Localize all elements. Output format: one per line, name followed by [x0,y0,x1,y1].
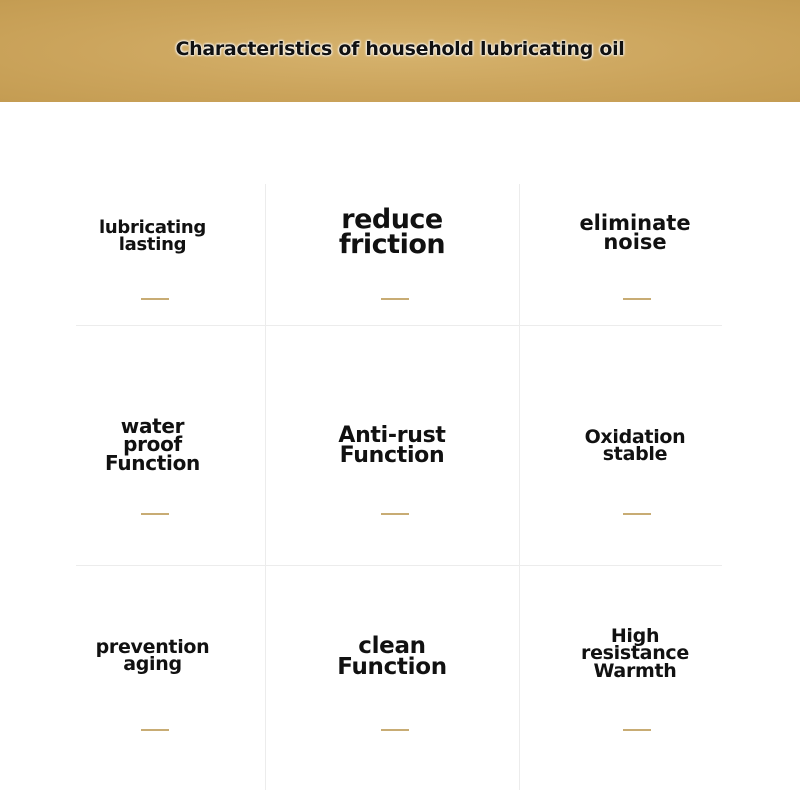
feature-label: clean Function [337,633,447,681]
accent-underline [623,298,651,300]
feature-label: reduce friction [338,204,446,260]
feature-cell-reduce-friction [265,184,519,325]
accent-underline [623,729,651,731]
feature-cell-high-resistance-warmth [519,565,751,790]
feature-label: lubricating lasting [99,217,206,255]
feature-label: High resistance Warmth [581,625,689,682]
page-title: Characteristics of household lubricating oil [175,38,625,60]
accent-underline [141,298,169,300]
accent-underline [623,513,651,515]
feature-label: eliminate noise [579,211,691,255]
feature-cell-prevention-aging [40,565,265,790]
feature-label: Anti-rust Function [338,423,446,469]
accent-underline [381,513,409,515]
accent-underline [141,729,169,731]
feature-cell-water-proof [40,325,265,565]
feature-cell-clean-function [265,565,519,790]
feature-cell-eliminate-noise [519,184,751,325]
header-banner [0,0,800,102]
feature-label: prevention aging [95,636,210,676]
feature-cell-anti-rust [265,325,519,565]
accent-underline [141,513,169,515]
accent-underline [381,729,409,731]
accent-underline [381,298,409,300]
feature-cell-lubricating-lasting [40,184,265,325]
feature-cell-oxidation-stable [519,325,751,565]
feature-label: Oxidation stable [584,426,686,466]
feature-label: water proof Function [105,414,200,475]
